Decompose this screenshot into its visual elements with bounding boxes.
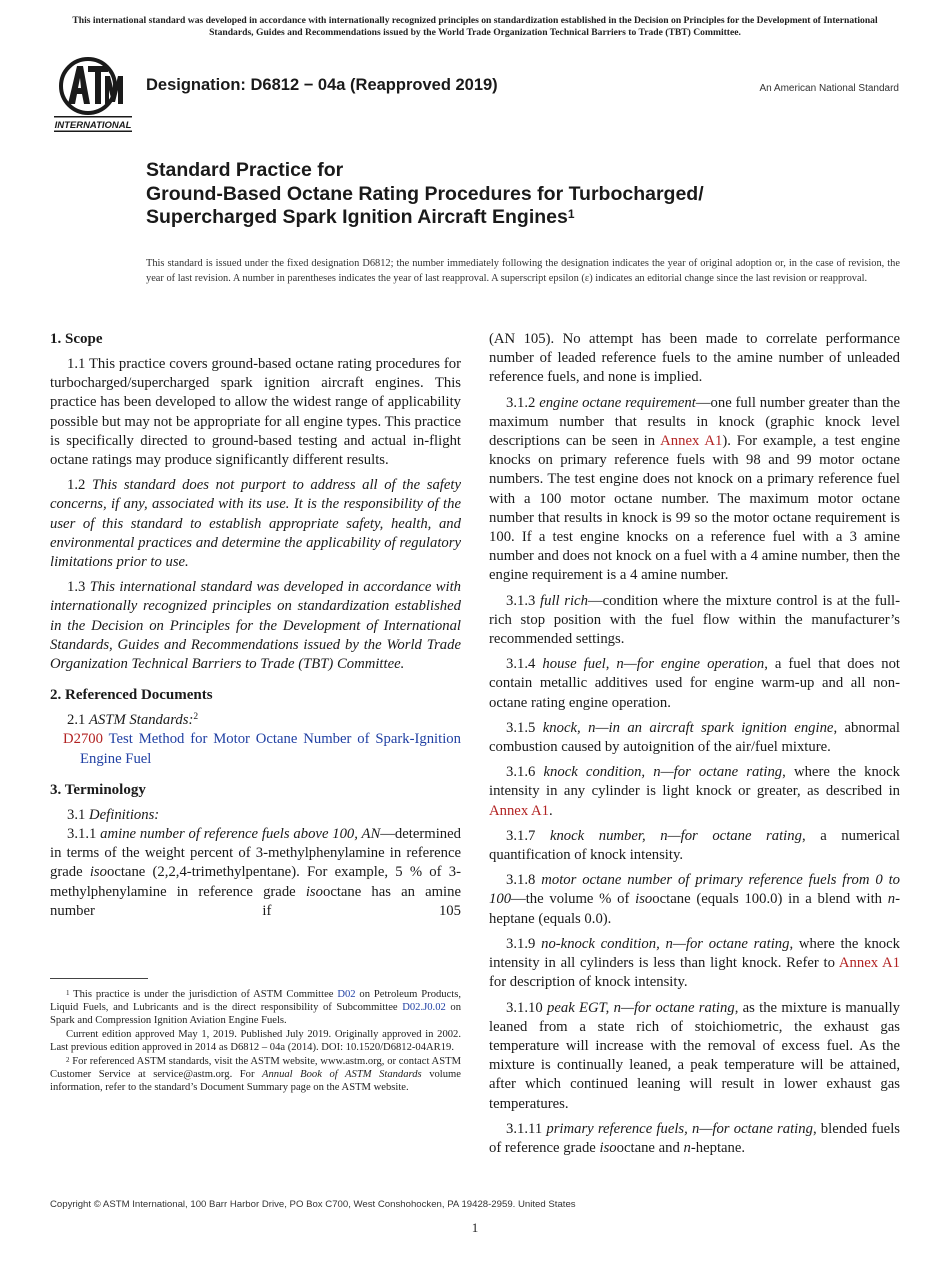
paragraph-1-3: 1.3 This international standard was developed in accordance with internationally recognized principles on standardization established in the Decision on Principles for the Development of International Standards, Guides and Recommendations issued by the World Trade Organization Technical Barriers to Trade (TBT) Committee.	[50, 579, 461, 673]
section-heading-referenced-documents: 2. Referenced Documents	[50, 687, 213, 704]
definition-3-1-10: 3.1.10 peak EGT, n—for octane rating, as the mixture is manually leaned from a state rich of stoichiometric, the exhaust gas temperature will increase with the removal of excess fuel. As the mixture is continually leaned, a peak temperature will be attained, after which continued leaning will result in lower exhaust gas temperatures.	[489, 999, 901, 1112]
footnote-mark-2[interactable]: 2	[193, 712, 199, 723]
definition-3-1-5: 3.1.5 knock, n—in an aircraft spark ignition engine, abnormal combustion caused by autoignition of the air/fuel mixture.	[489, 719, 900, 756]
footnote-rule	[50, 978, 148, 979]
american-national-standard-label: An American National Standard	[759, 83, 899, 94]
paragraph-1-2: 1.2 This standard does not purport to address all of the safety concerns, if any, associated with its use. It is the responsibility of the user of this standard to establish appropriate safety, health, and environmental practices and determine the applicability of regulatory limitations prior to use.	[50, 477, 461, 571]
link-annex-a1[interactable]: Annex A1	[838, 955, 900, 972]
issued-note: This standard is issued under the fixed designation D6812; the number immediately following the designation indicates the year of original adoption or, in the case of revision, the year of last revision. A number in parentheses indicates the year of last reapproval. A superscript epsilon (ε) indicates an editorial change since the last revision or reapproval.	[146, 258, 900, 285]
svg-text:INTERNATIONAL: INTERNATIONAL	[54, 120, 132, 131]
document-title	[146, 159, 886, 230]
definition-3-1-6: 3.1.6 knock condition, n—for octane rating, where the knock intensity in any cylinder is light knock or greater, as described in Annex A1.	[489, 764, 901, 819]
definition-3-1-11: 3.1.11 primary reference fuels, n—for octane rating, blended fuels of reference grade isooctane and n-heptane.	[489, 1120, 901, 1156]
copyright-line: Copyright © ASTM International, 100 Barr Harbor Drive, PO Box C700, West Conshohocken, PA 19428-2959. United States	[50, 1199, 576, 1210]
link-d2700[interactable]: D2700	[63, 731, 103, 748]
paragraph-2-1: 2.1 ASTM Standards:$^2$	[67, 712, 199, 729]
definition-3-1-8: 3.1.8 motor octane number of primary reference fuels from 0 to 100—the volume % of isooctane (equals 100.0) in a blend with n-heptane (equals 0.0).	[489, 872, 901, 927]
page-number: 1	[471, 1220, 479, 1235]
definition-3-1-1: 3.1.1 amine number of reference fuels above 100, AN—determined in terms of the weight percent of 3-methylphenylamine in reference grade isooctane (2,2,4-trimethylpentane). For example, 5 % of 3-methylphenylamine in reference grade isooctane has an amine number if 105	[50, 826, 462, 919]
title-line-1: Standard Practice for	[146, 159, 344, 181]
link-d02[interactable]: D02	[337, 989, 356, 1000]
footnote-1-edition: Current edition approved May 1, 2019. Published July 2019. Originally approved in 2002. Last previous edition approved in 2014 as D6812 – 04a (2014). DOI: 10.1520/D6812-04AR19.	[50, 1029, 461, 1053]
title-line-3: Supercharged Spark Ignition Aircraft Engines$^1$	[146, 206, 575, 228]
tbt-notice: This international standard was developed in accordance with internationally recognized principles on standardization established in the Decision on Principles for the Development of International Standards, Guides and Recommendations issued by the World Trade Organization Technical Barriers to Trade (TBT) Committee.	[72, 15, 878, 38]
right-column	[489, 330, 900, 1164]
footnotes	[50, 988, 461, 1095]
definition-3-1-7: 3.1.7 knock number, n—for octane rating, a numerical quantification of knock intensity.	[489, 827, 900, 864]
definition-3-1-2: 3.1.2 engine octane requirement—one full number greater than the maximum number that results in knock (graphic knock level descriptions can be seen in Annex A1). For example, a test engine knocks on primary reference fuels with 98 and 99 motor octane numbers. The test engine does not knock on a primary reference fuel with a 100 motor octane number. The maximum motor octane number that results in knock is 99 so the motor octane requirement is 100. If a test engine knocks on a reference fuel with a 3 amine number and does not knock on a fuel with a 4 amine number, then the engine requirement is a 4 amine number.	[489, 394, 901, 584]
referenced-standard-d2700	[50, 730, 461, 768]
astm-international-logo	[50, 54, 134, 134]
link-d2700-title[interactable]: Test Method for Motor Octane Number of Spark-Ignition Engine Fuel	[80, 731, 461, 767]
paragraph-3-1: 3.1 Definitions:	[67, 806, 160, 823]
title-footnote-mark[interactable]: 1	[567, 207, 575, 221]
left-column	[50, 330, 461, 927]
definition-3-1-1-continued: (AN 105). No attempt has been made to correlate performance number of leaded reference fuels to the amine number of unleaded reference fuels, and none is implied.	[489, 331, 900, 386]
footnote-1: $^1$ This practice is under the jurisdiction of ASTM Committee D02 on Petroleum Products, Liquid Fuels, and Lubricants and is the direct responsibility of Subcommittee D02.J0.02 on Spark and Compression Ignition Aviation Engine Fuels.	[50, 989, 462, 1026]
definition-3-1-4: 3.1.4 house fuel, n—for engine operation, a fuel that does not contain metallic additives used for engine warm-up and all non-octane rating engine operation.	[489, 656, 900, 711]
definition-3-1-3: 3.1.3 full rich—condition where the mixture control is at the full-rich stop position with the fuel flow within the manufacturer’s recommended settings.	[489, 592, 901, 648]
link-d02-j0-02[interactable]: D02.J0.02	[402, 1002, 446, 1013]
designation: Designation: D6812 − 04a (Reapproved 2019)	[146, 76, 498, 94]
title-line-2: Ground-Based Octane Rating Procedures for Turbocharged/	[146, 182, 704, 205]
definition-3-1-9: 3.1.9 no-knock condition, n—for octane rating, where the knock intensity in all cylinders is less than light knock. Refer to Annex A1 for description of knock intensity.	[489, 935, 901, 991]
section-heading-terminology: 3. Terminology	[50, 781, 146, 798]
paragraph-1-1: 1.1 This practice covers ground-based octane rating procedures for turbocharged/supercharged spark ignition aircraft engines. This practice has been developed to allow the widest range of applicability possible but may not be appropriate for all engine types. This practice is specifically directed to ground-based testing and actual in-flight octane ratings may produce significantly different results.	[50, 356, 461, 469]
link-annex-a1[interactable]: Annex A1	[489, 802, 549, 819]
footnote-2: $^2$ For referenced ASTM standards, visit the ASTM website, www.astm.org, or contact ASTM Customer Service at service@astm.org. For Annual Book of ASTM Standards volume information, refer to the standard’s Document Summary page on the ASTM website.	[50, 1056, 461, 1093]
section-heading-scope: 1. Scope	[50, 331, 103, 347]
link-annex-a1[interactable]: Annex A1	[660, 433, 723, 450]
